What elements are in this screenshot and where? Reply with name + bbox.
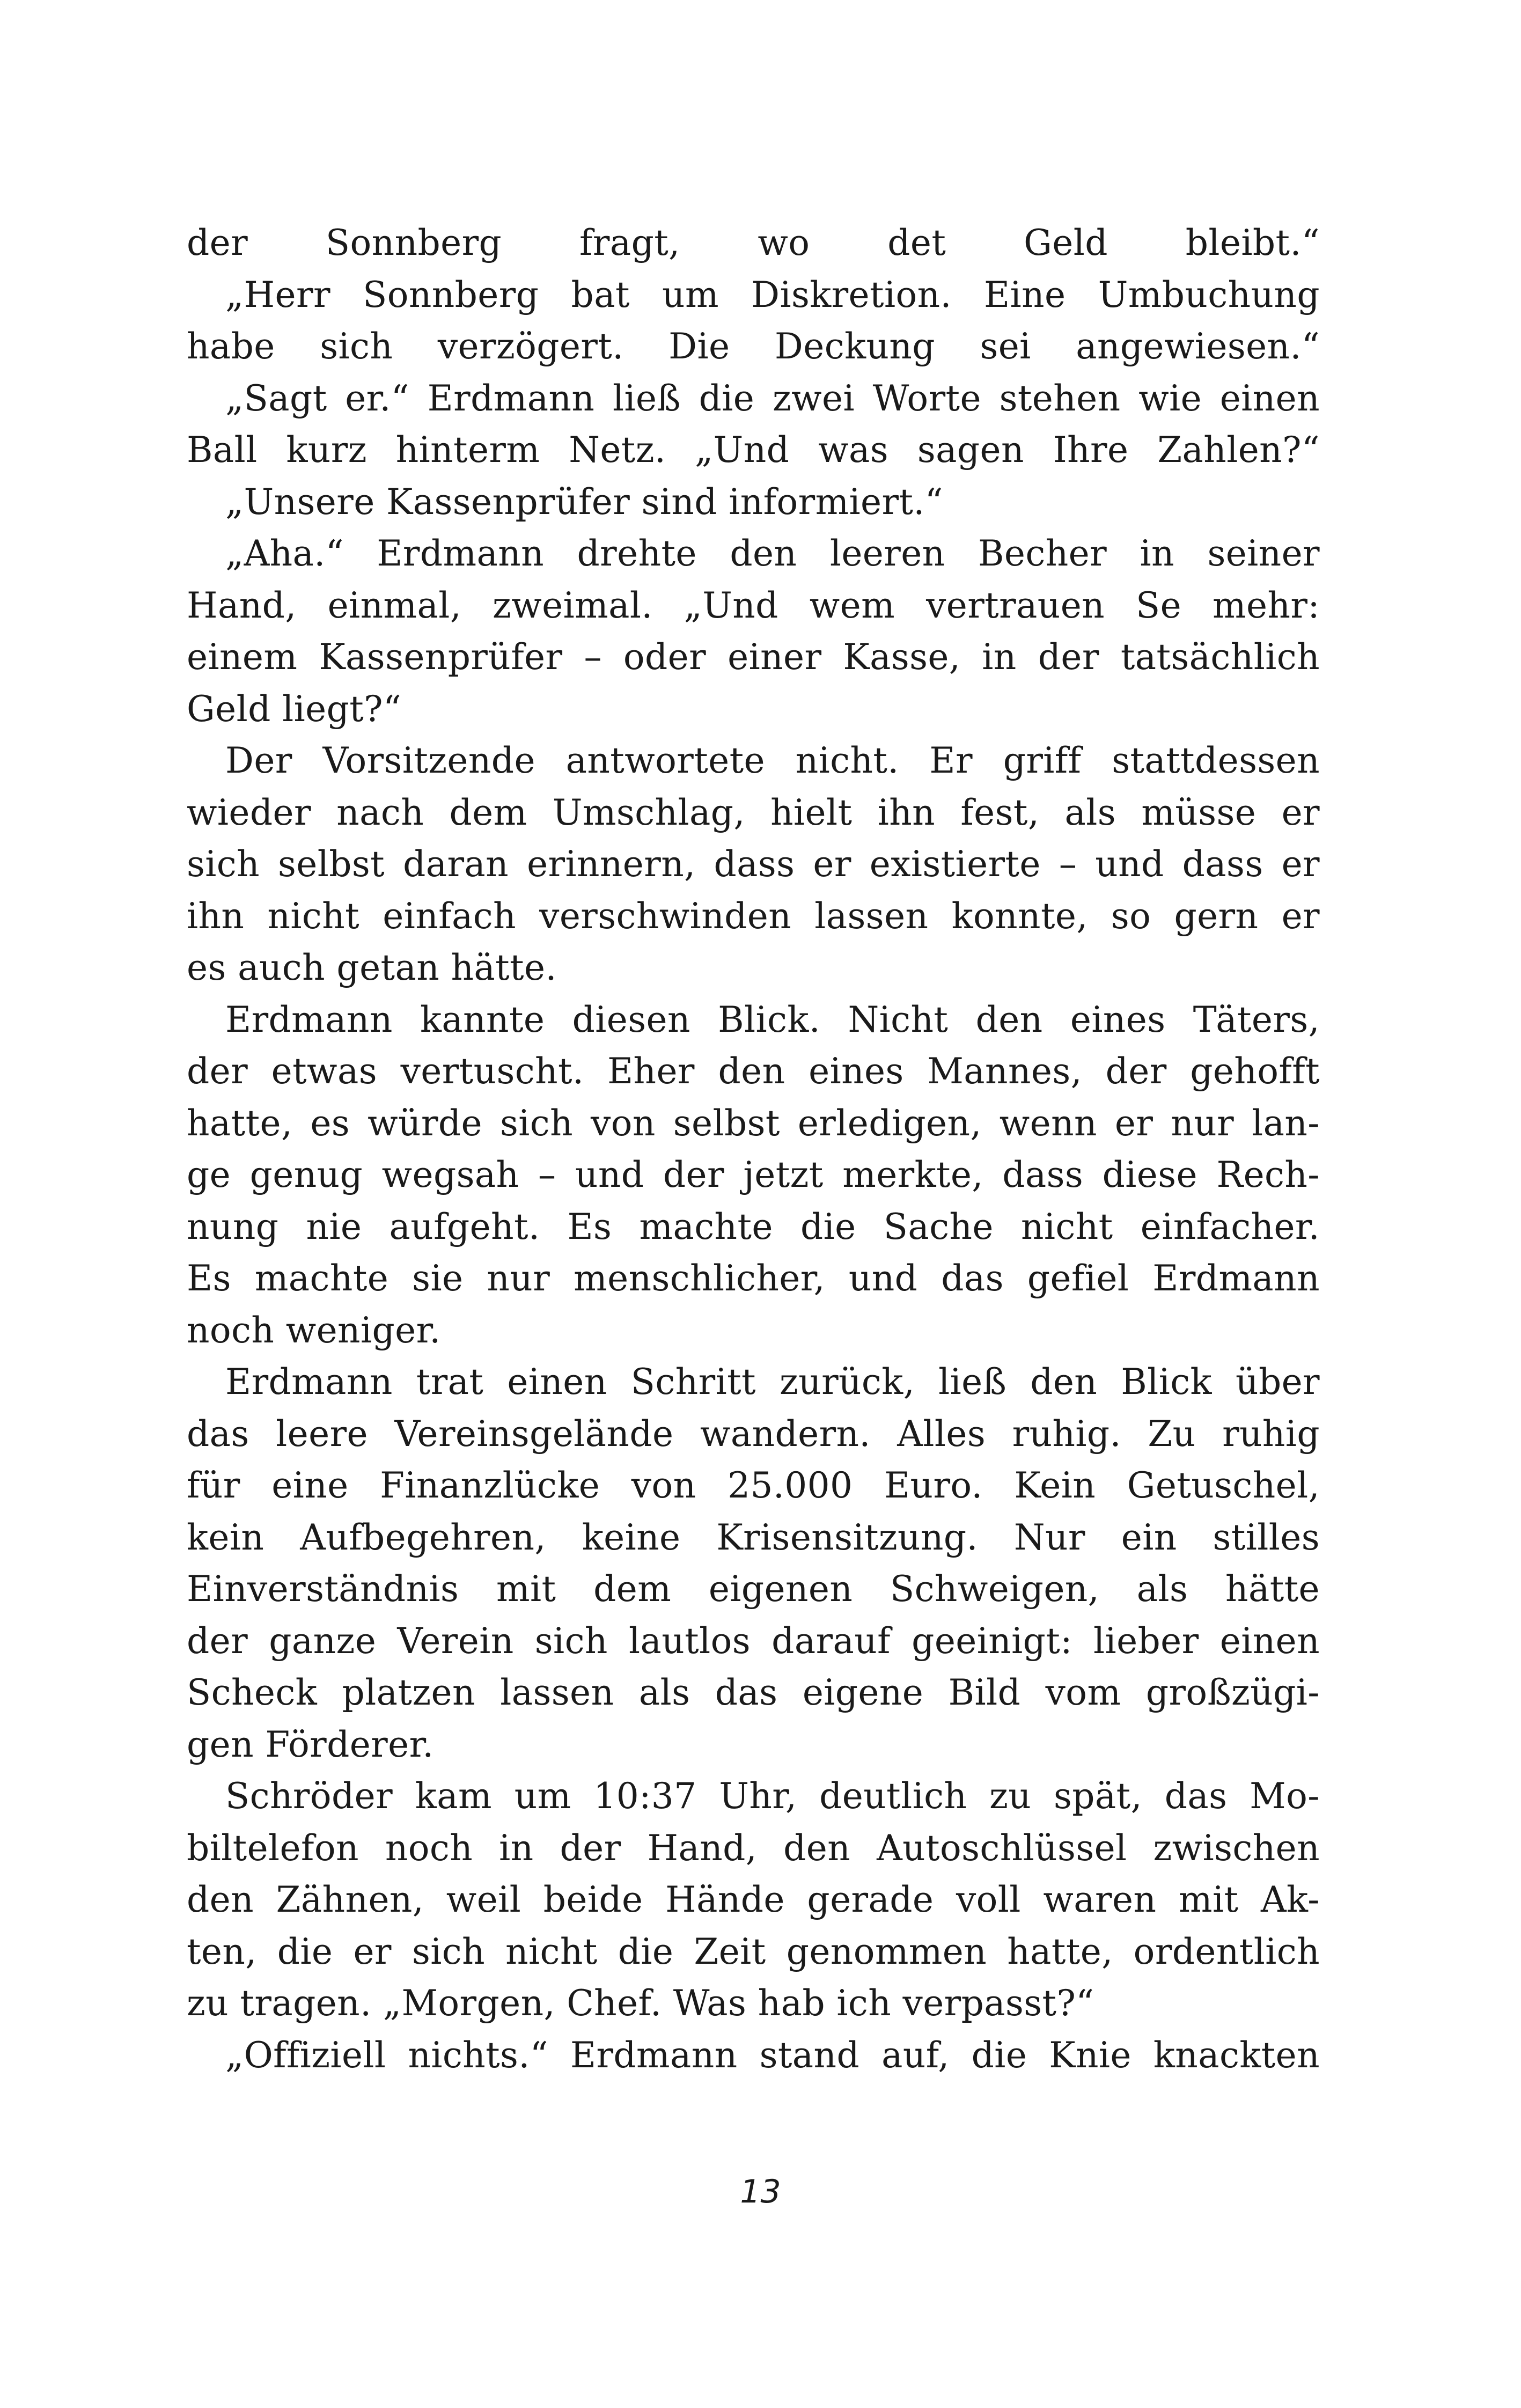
- text-line: Es machte sie nur menschlicher, und das gefiel Erdmann: [187, 1258, 1320, 1299]
- text-line: Scheck platzen lassen als das eigene Bild vom großzügi-: [187, 1672, 1320, 1713]
- text-line: ge genug wegsah – und der jetzt merkte, dass diese Rech-: [187, 1154, 1320, 1195]
- text-line: den Zähnen, weil beide Hände gerade voll waren mit Ak-: [187, 1879, 1320, 1920]
- text-line: Erdmann kannte diesen Blick. Nicht den eines Täters,: [225, 999, 1320, 1040]
- text-line: „Unsere Kassenprüfer sind informiert.“: [225, 481, 943, 523]
- text-line: Hand, einmal, zweimal. „Und wem vertrauen Se mehr:: [187, 584, 1320, 626]
- text-line: wieder nach dem Umschlag, hielt ihn fest, als müsse er: [187, 791, 1320, 833]
- text-line: zu tragen. „Morgen, Chef. Was hab ich verpasst?“: [187, 1983, 1094, 2024]
- text-line: ihn nicht einfach verschwinden lassen konnte, so gern er: [187, 895, 1320, 937]
- text-line: der ganze Verein sich lautlos darauf geeinigt: lieber einen: [187, 1620, 1320, 1662]
- text-line: hatte, es würde sich von selbst erledigen, wenn er nur lan-: [187, 1102, 1320, 1144]
- text-line: sich selbst daran erinnern, dass er existierte – und dass er: [187, 843, 1320, 885]
- text-line: für eine Finanzlücke von 25.000 Euro. Kein Getuschel,: [187, 1465, 1320, 1506]
- body-text: [187, 217, 1320, 2081]
- text-line: ten, die er sich nicht die Zeit genommen hatte, ordentlich: [187, 1930, 1320, 1972]
- text-line: habe sich verzögert. Die Deckung sei angewiesen.“: [187, 326, 1320, 367]
- text-line: das leere Vereinsgelände wandern. Alles ruhig. Zu ruhig: [187, 1413, 1320, 1455]
- text-line: „Sagt er.“ Erdmann ließ die zwei Worte stehen wie einen: [225, 377, 1320, 419]
- text-line: kein Aufbegehren, keine Krisensitzung. Nur ein stilles: [187, 1516, 1320, 1558]
- text-line: gen Förderer.: [187, 1723, 434, 1765]
- text-line: der etwas vertuscht. Eher den eines Mannes, der gehofft: [187, 1051, 1320, 1092]
- text-line: biltelefon noch in der Hand, den Autoschlüssel zwischen: [187, 1827, 1320, 1869]
- text-line: Schröder kam um 10:37 Uhr, deutlich zu spät, das Mo-: [225, 1775, 1320, 1817]
- text-line: Erdmann trat einen Schritt zurück, ließ den Blick über: [225, 1361, 1320, 1403]
- text-line: Einverständnis mit dem eigenen Schweigen, als hätte: [187, 1568, 1320, 1610]
- text-line: es auch getan hätte.: [187, 947, 557, 988]
- text-line: „Offiziell nichts.“ Erdmann stand auf, die Knie knackten: [225, 2034, 1320, 2076]
- text-line: der Sonnberg fragt, wo det Geld bleibt.“: [187, 222, 1320, 263]
- page-number: 13: [740, 2173, 781, 2211]
- text-line: „Aha.“ Erdmann drehte den leeren Becher in seiner: [225, 533, 1320, 574]
- text-line: noch weniger.: [187, 1309, 441, 1351]
- text-line: Der Vorsitzende antwortete nicht. Er griff stattdessen: [225, 740, 1320, 781]
- text-line: „Herr Sonnberg bat um Diskretion. Eine Umbuchung: [225, 274, 1320, 315]
- text-line: einem Kassenprüfer – oder einer Kasse, in der tatsächlich: [187, 636, 1320, 678]
- text-line: Ball kurz hinterm Netz. „Und was sagen Ihre Zahlen?“: [187, 429, 1320, 471]
- text-line: Geld liegt?“: [187, 688, 402, 730]
- text-line: nung nie aufgeht. Es machte die Sache nicht einfacher.: [187, 1206, 1320, 1247]
